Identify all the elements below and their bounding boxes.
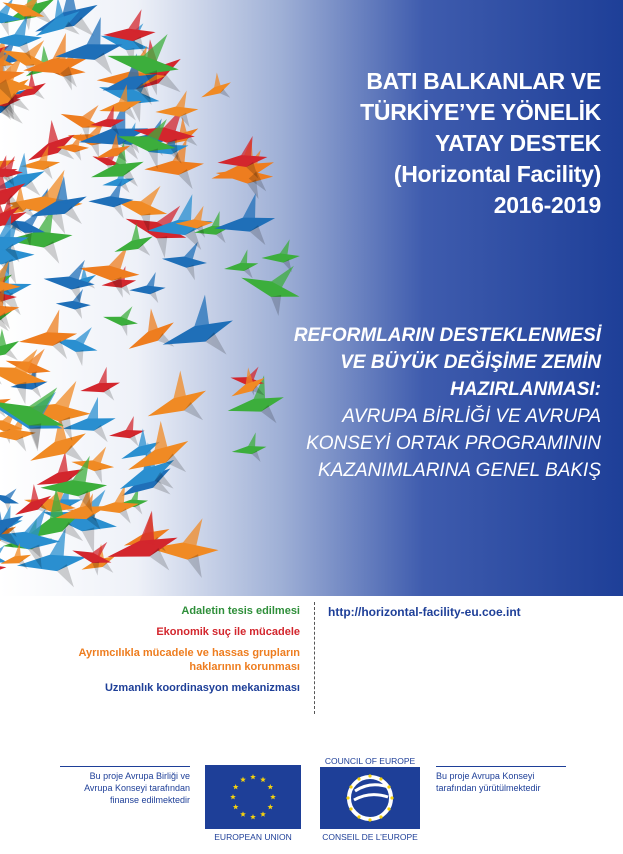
eu-star bbox=[250, 774, 256, 779]
origami-bird-icon bbox=[101, 507, 183, 580]
title-line: (Horizontal Facility) bbox=[393, 161, 601, 187]
eu-star bbox=[250, 814, 256, 819]
funding-note: Bu proje Avrupa Birliği ve Avrupa Konseyi tarafından finanse edilmektedir bbox=[60, 766, 190, 806]
eu-label: EUROPEAN UNION bbox=[214, 832, 292, 842]
origami-bird-icon bbox=[231, 432, 267, 464]
cover-title bbox=[301, 66, 601, 221]
coe-label-fr: CONSEIL DE L’EUROPE bbox=[322, 832, 418, 842]
website-link[interactable]: http://horizontal-facility-eu.coe.int bbox=[328, 605, 521, 619]
subtitle-line: KAZANIMLARINA GENEL BAKIŞ bbox=[318, 460, 601, 481]
eu-star bbox=[240, 811, 246, 816]
programme-pillars bbox=[40, 604, 300, 702]
subtitle-line: KONSEYİ ORTAK PROGRAMININ bbox=[306, 433, 601, 454]
origami-bird-icon bbox=[129, 271, 166, 303]
eu-star bbox=[260, 777, 266, 782]
eu-star bbox=[267, 804, 273, 809]
subtitle-line: REFORMLARIN DESTEKLENMESİ bbox=[293, 325, 601, 346]
subtitle-line: HAZIRLANMASI: bbox=[450, 379, 601, 400]
origami-bird-icon bbox=[18, 309, 79, 362]
origami-bird-icon bbox=[159, 236, 210, 282]
eu-star bbox=[267, 784, 273, 789]
council-of-europe-logo-icon bbox=[320, 767, 420, 829]
origami-bird-icon bbox=[0, 552, 7, 580]
origami-bird-icon bbox=[223, 249, 259, 281]
subtitle-line: VE BÜYÜK DEĞİŞİME ZEMİN bbox=[340, 352, 601, 373]
eu-star bbox=[233, 804, 239, 809]
origami-bird-icon bbox=[206, 135, 278, 200]
origami-bird-icon bbox=[195, 69, 236, 108]
title-line: YATAY DESTEK bbox=[435, 130, 601, 156]
eu-star bbox=[260, 811, 266, 816]
title-line: BATI BALKANLAR VE bbox=[366, 68, 601, 94]
origami-bird-icon bbox=[100, 299, 142, 338]
title-line: 2016-2019 bbox=[493, 192, 601, 218]
dashed-divider bbox=[314, 602, 315, 714]
pillar-expertise-coordination: Uzmanlık koordinasyon mekanizması bbox=[104, 682, 300, 694]
origami-bird-icon bbox=[0, 480, 24, 515]
origami-bird-icon bbox=[261, 238, 301, 272]
pillar-justice: Adaletin tesis edilmesi bbox=[181, 605, 300, 617]
origami-bird-icon bbox=[137, 365, 214, 437]
eu-star bbox=[240, 777, 246, 782]
cover-subtitle bbox=[271, 322, 601, 484]
title-line: TÜRKİYE’YE YÖNELİK bbox=[360, 99, 601, 125]
coe-label-en: COUNCIL OF EUROPE bbox=[324, 756, 416, 766]
origami-bird-icon bbox=[212, 192, 277, 249]
eu-star bbox=[233, 784, 239, 789]
subtitle-line: AVRUPA BİRLİĞİ VE AVRUPA bbox=[342, 406, 601, 427]
eu-star bbox=[270, 794, 276, 799]
eu-star bbox=[230, 794, 236, 799]
origami-bird-icon bbox=[78, 365, 122, 404]
eu-flag-icon bbox=[205, 765, 301, 829]
pillar-economic-crime: Ekonomik suç ile mücadele bbox=[156, 626, 300, 638]
pillar-anti-discrimination: Ayrımcılıkla mücadele ve hassas grupların haklarının korunması bbox=[78, 647, 300, 673]
implementation-note: Bu proje Avrupa Konseyi tarafından yürütülmektedir bbox=[436, 766, 566, 794]
